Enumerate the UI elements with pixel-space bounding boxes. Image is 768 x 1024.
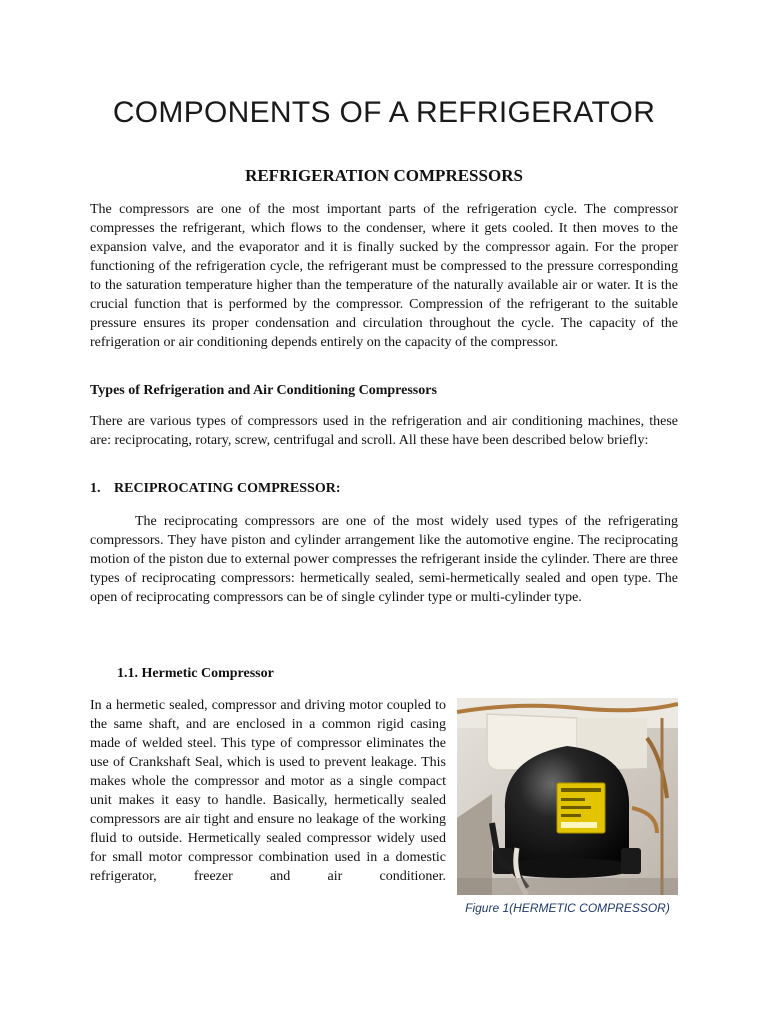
page-title: COMPONENTS OF A REFRIGERATOR — [112, 96, 656, 129]
heading-text: RECIPROCATING COMPRESSOR: — [114, 481, 341, 496]
types-heading: Types of Refrigeration and Air Conditioning Compressors — [90, 383, 437, 398]
hermetic-heading: 1.1. Hermetic Compressor — [117, 666, 274, 681]
hermetic-paragraph: In a hermetic sealed, compressor and driving motor coupled to the same shaft, and are enclosed in a common rigid casing made of welded steel. This type of compressor eliminates the use of Crankshaft Seal, which is used to prevent leakage. This makes whole the compressor and motor as a single compact unit makes it easy to handle. Basically, hermetically sealed compressors are air tight and ensure no leakage of the working fluid to outside. Hermetically sealed compressor widely used for small motor compressor combination used in a domestic refrigerator, freezer and air conditioner. — [90, 698, 446, 884]
types-paragraph: There are various types of compressors used in the refrigeration and air conditioning machines, these are: reciprocating, rotary, screw, centrifugal and scroll. All these have been described below briefly: — [90, 414, 678, 448]
intro-paragraph: The compressors are one of the most important parts of the refrigeration cycle. The compressor compresses the refrigerant, which flows to the condenser, where it gets cooled. It then moves to the expansion valve, and the evaporator and it is finally sucked by the compressor again. For the proper functioning of the refrigeration cycle, the refrigerant must be compressed to the pressure corresponding to the saturation temperature higher than the temperature of the naturally available air or water. It is the crucial function that is performed by the compressor. Compression of the refrigerant to the suitable pressure ensures its proper condensation and circulation throughout the cycle. The capacity of the refrigeration or air conditioning depends entirely on the capacity of the compressor. — [90, 202, 678, 350]
figure-caption: Figure 1(HERMETIC COMPRESSOR) — [465, 901, 670, 915]
reciprocating-paragraph: The reciprocating compressors are one of the most widely used types of the refrigerating compressors. They have piston and cylinder arrangement like the automotive engine. The reciprocating motion of the piston due to external power compresses the refrigerant inside the cylinder. There are three types of reciprocating compressors: hermetically sealed, semi-hermetically sealed and open type. The open of reciprocating compressors can be of single cylinder type or multi-cylinder type. — [90, 514, 678, 605]
hermetic-compressor-photo — [457, 698, 678, 895]
section-title: REFRIGERATION COMPRESSORS — [245, 166, 523, 185]
reciprocating-heading — [90, 481, 340, 497]
heading-number: 1. — [90, 481, 101, 496]
